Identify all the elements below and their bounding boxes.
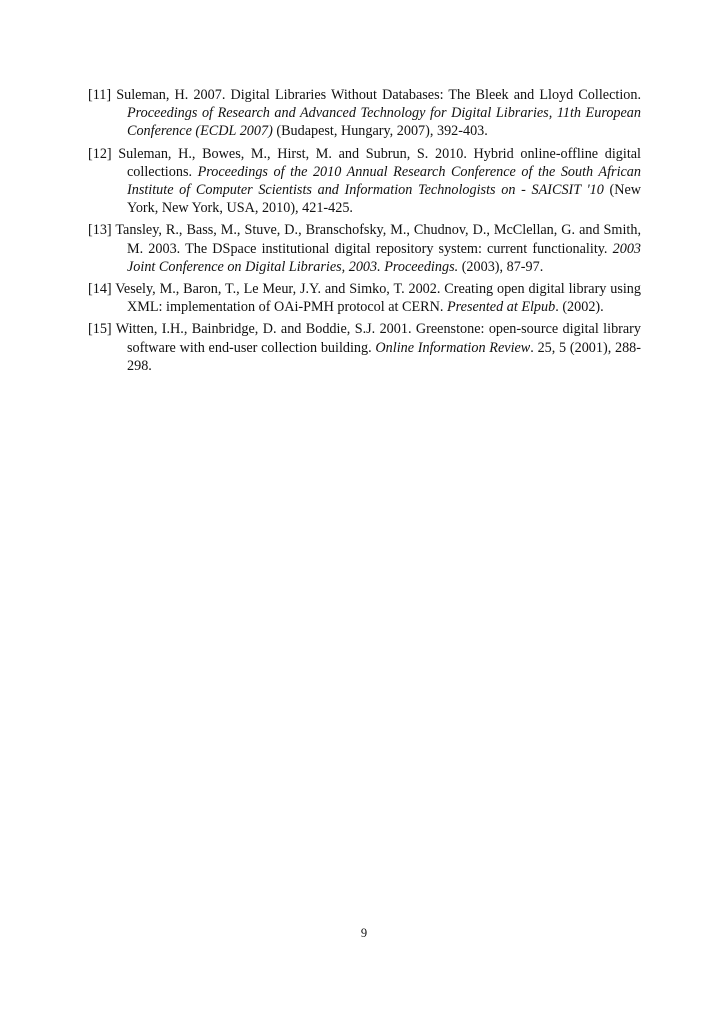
reference-item-13 — [88, 221, 641, 276]
reference-number: [12] — [88, 145, 112, 162]
reference-venue: 2003 Joint Conference on Digital Libraries, 2003. Proceedings. — [127, 240, 641, 275]
reference-authors-title: Vesely, M., Baron, T., Le Meur, J.Y. and Simko, T. 2002. Creating open digital library using XML: implementation of OAi-PMH protocol at CERN. — [115, 281, 641, 316]
reference-details: . 25, 5 (2001), 288-298. — [127, 339, 641, 374]
reference-item-11 — [88, 86, 641, 141]
reference-details: (New York, New York, USA, 2010), 421-425. — [127, 182, 641, 217]
page-number: 9 — [360, 926, 368, 940]
reference-authors-title: Tansley, R., Bass, M., Stuve, D., Branschofsky, M., Chudnov, D., McClellan, G. and Smith, M. 2003. The DSpace institutional digital repository system: current functionality. — [115, 222, 641, 257]
reference-authors-title: Witten, I.H., Bainbridge, D. and Boddie, S.J. 2001. Greenstone: open-source digital library software with end-user collection building. — [115, 321, 641, 356]
reference-authors-title: Suleman, H. 2007. Digital Libraries Without Databases: The Bleek and Lloyd Collection. — [116, 87, 641, 103]
reference-venue: Proceedings of Research and Advanced Technology for Digital Libraries, 11th European Conference (ECDL 2007) — [127, 105, 641, 140]
reference-number: [13] — [88, 222, 112, 239]
reference-item-12 — [88, 145, 641, 218]
reference-venue: Presented at Elpub — [446, 299, 556, 316]
reference-number: [11] — [88, 87, 112, 103]
reference-venue: Online Information Review — [375, 339, 531, 356]
reference-list — [88, 86, 641, 379]
reference-number: [15] — [88, 321, 112, 338]
reference-details: . (2002). — [555, 299, 604, 316]
reference-item-14 — [88, 280, 641, 316]
reference-item-15 — [88, 320, 641, 375]
reference-details: (Budapest, Hungary, 2007), 392-403. — [276, 123, 488, 140]
reference-details: (2003), 87-97. — [461, 258, 544, 275]
reference-authors-title: Suleman, H., Bowes, M., Hirst, M. and Subrun, S. 2010. Hybrid online-offline digital collections. — [118, 145, 641, 180]
reference-number: [14] — [88, 281, 112, 298]
reference-venue: Proceedings of the 2010 Annual Research Conference of the South African Institute of Computer Scientists and Information Technologists on - SAICSIT '10 — [127, 163, 641, 199]
